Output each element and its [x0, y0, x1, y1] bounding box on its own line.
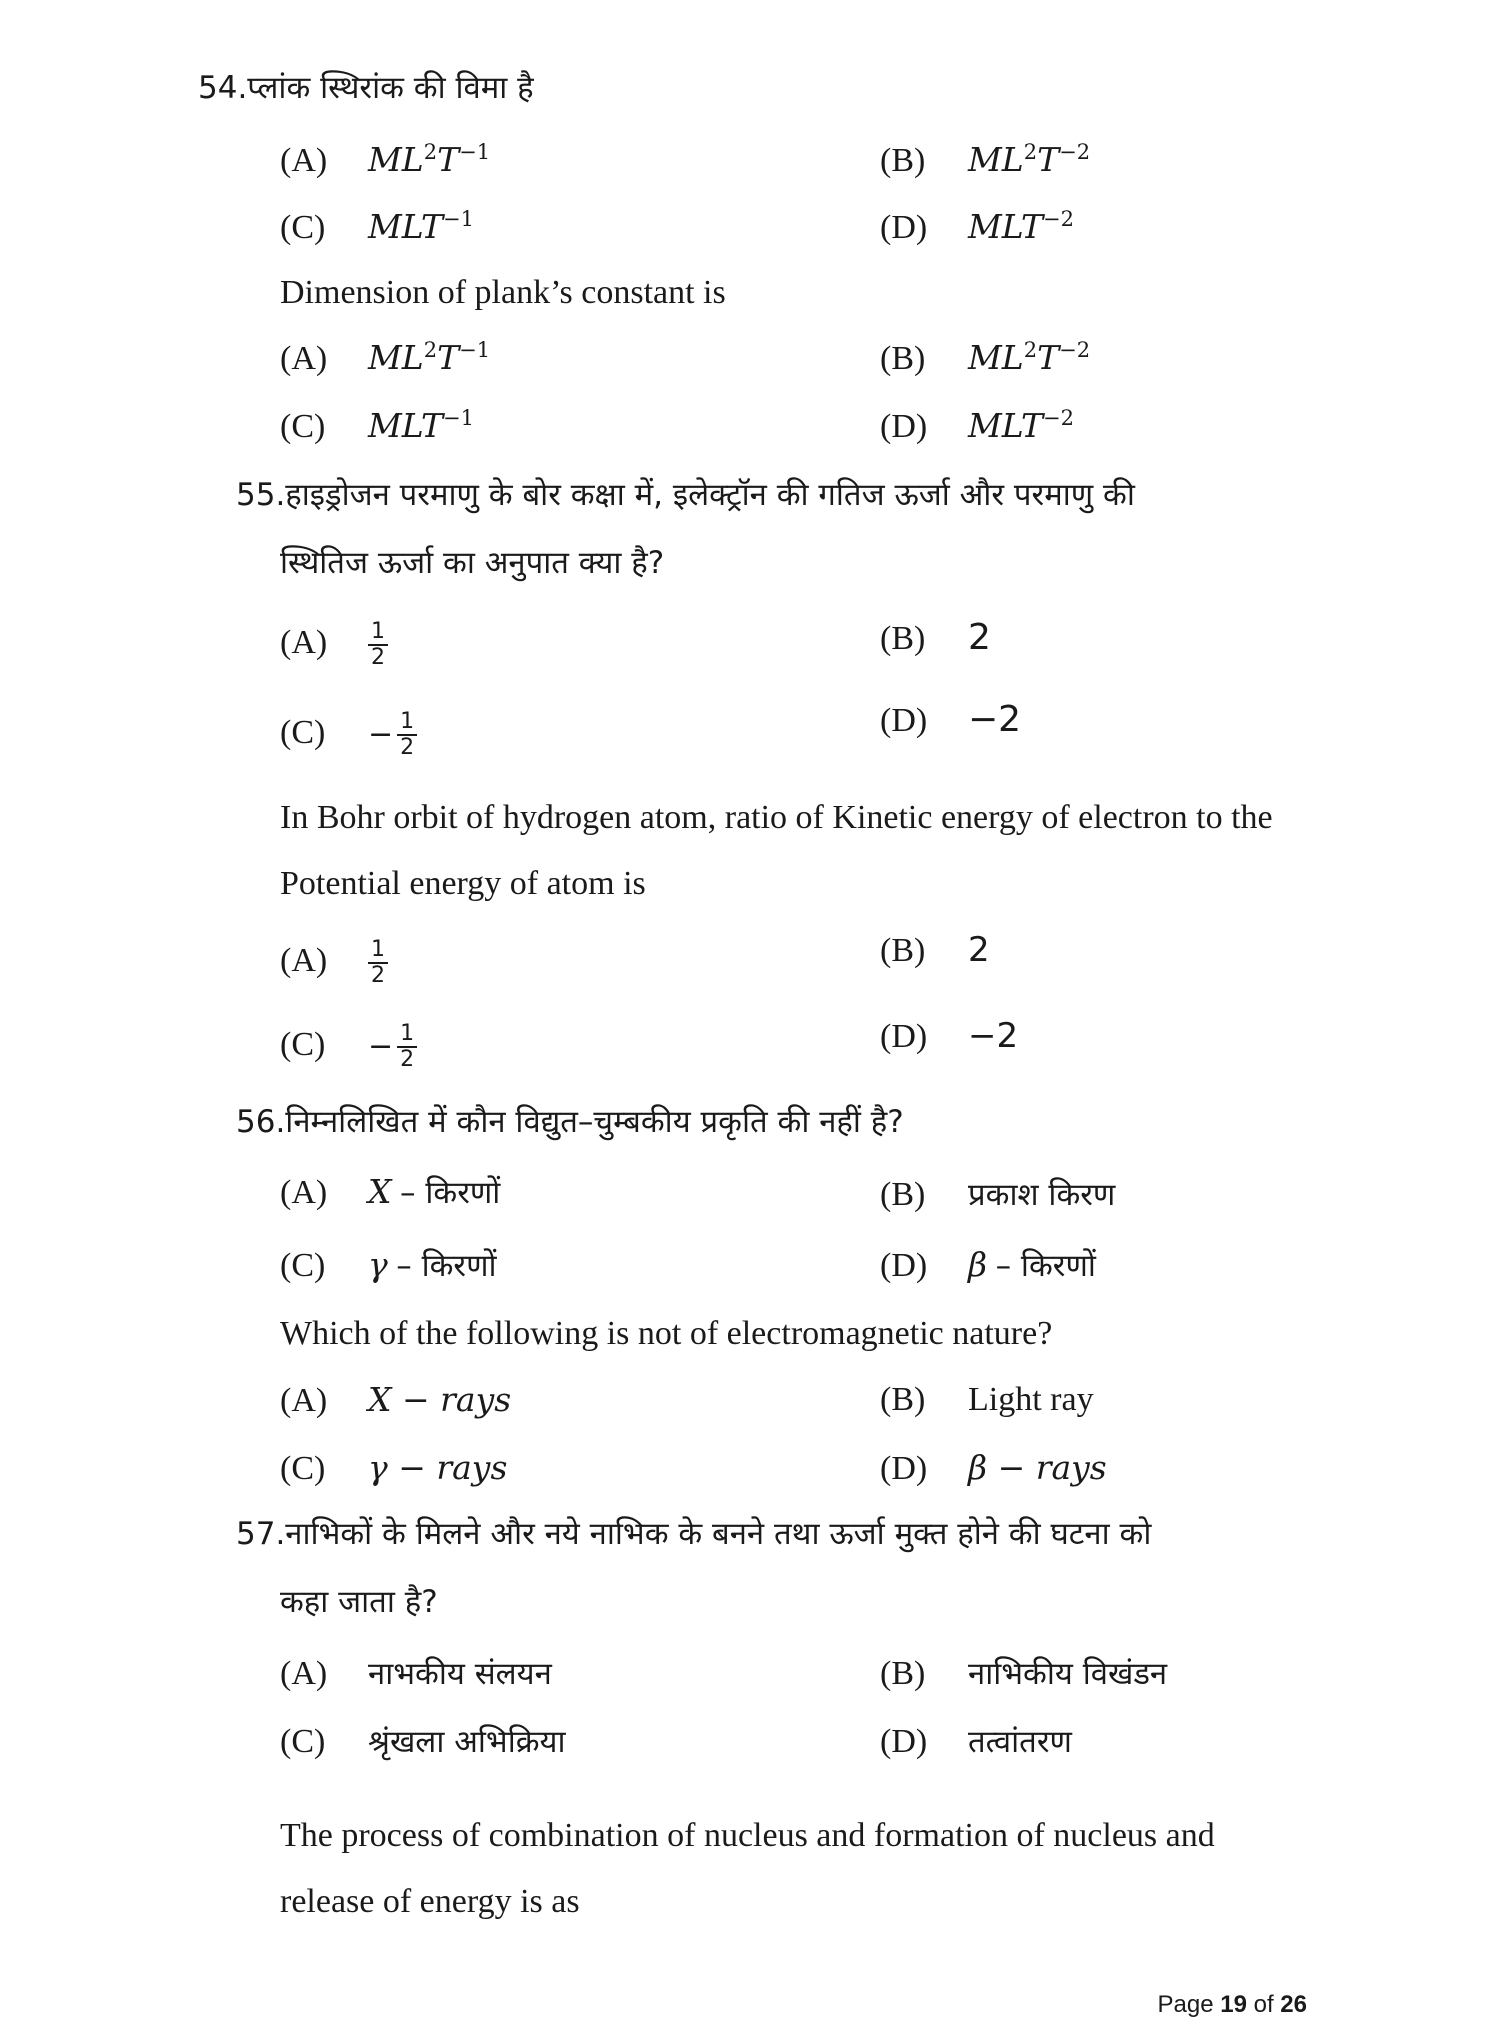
- q54-hindi-option-d: (D) $MLT^{-2}$: [880, 207, 1074, 246]
- q54-english-option-c: (C) $MLT^{-1}$: [280, 406, 474, 445]
- q56-english-option-c: (C) γ − rays: [280, 1448, 508, 1487]
- q56-hindi: 56.निम्नलिखित में कौन विद्युत–चुम्बकीय प्रकृति की नहीं है?: [236, 1104, 904, 1140]
- q56-hindi-option-b: (B) प्रकाश किरण: [880, 1176, 1116, 1213]
- q55-english-option-b: (B) 2: [880, 930, 990, 970]
- q57-english-line1: The process of combination of nucleus and formation of nucleus and: [280, 1817, 1215, 1854]
- q57-hindi-option-d: (D) तत्वांतरण: [880, 1723, 1072, 1760]
- q57-hindi-line1: 57.नाभिकों के मिलने और नये नाभिक के बनने तथा ऊर्जा मुक्त होने की घटना को: [236, 1516, 1152, 1552]
- q56-english: Which of the following is not of electromagnetic nature?: [280, 1315, 1053, 1352]
- q54-english-option-a: (A) $ML^2T^{-1}$: [280, 338, 491, 377]
- q55-english-line2: Potential energy of atom is: [280, 865, 646, 902]
- q57-english-line2: release of energy is as: [280, 1883, 580, 1920]
- q56-hindi-option-d: (D) β – किरणों: [880, 1245, 1096, 1284]
- q56-english-option-b: (B) Light ray: [880, 1381, 1094, 1418]
- q55-english-option-c: (C) − $\frac{1}{2}$: [280, 1022, 417, 1072]
- q55-english-line1: In Bohr orbit of hydrogen atom, ratio of Kinetic energy of electron to the: [280, 799, 1273, 836]
- q54-english-option-d: (D) $MLT^{-2}$: [880, 406, 1074, 445]
- fraction-one-half: $\frac{1}{2}$: [397, 710, 417, 760]
- q57-hindi-option-b: (B) नाभिकीय विखंडन: [880, 1655, 1168, 1692]
- q55-english-option-d: (D) −2: [880, 1016, 1019, 1056]
- q54-hindi-option-c: (C) $MLT^{-1}$: [280, 207, 474, 246]
- q57-hindi-option-c: (C) श्रृंखला अभिक्रिया: [280, 1723, 566, 1760]
- q55-english-option-a: (A) $\frac{1}{2}$: [280, 938, 388, 988]
- q55-hindi-line1: 55.हाइड्रोजन परमाणु के बोर कक्षा में, इलेक्ट्रॉन की गतिज ऊर्जा और परमाणु की: [236, 477, 1135, 513]
- q56-hindi-option-a: (A) X – किरणों: [280, 1172, 501, 1211]
- q54-english-option-b: (B) $ML^2T^{-2}$: [880, 338, 1091, 377]
- q56-hindi-option-c: (C) γ – किरणों: [280, 1245, 497, 1284]
- q57-hindi-option-a: (A) नाभकीय संलयन: [280, 1655, 552, 1692]
- q55-hindi-option-d: (D) −2: [880, 699, 1022, 740]
- q56-english-option-a: (A) X − rays: [280, 1380, 512, 1419]
- fraction-one-half: $\frac{1}{2}$: [368, 620, 388, 670]
- q55-hindi-option-a: (A) $\frac{1}{2}$: [280, 620, 388, 670]
- q54-english: Dimension of plank’s constant is: [280, 274, 726, 311]
- q55-hindi-option-c: (C) − $\frac{1}{2}$: [280, 710, 417, 760]
- q57-hindi-line2: कहा जाता है?: [280, 1584, 438, 1620]
- fraction-one-half: $\frac{1}{2}$: [397, 1022, 417, 1072]
- q54-hindi: 54.प्लांक स्थिरांक की विमा है: [198, 70, 534, 106]
- q55-hindi-option-b: (B) 2: [880, 617, 991, 658]
- q54-hindi-option-b: (B) $ML^2T^{-2}$: [880, 140, 1091, 179]
- q54-hindi-option-a: (A) $ML^2T^{-1}$: [280, 140, 491, 179]
- fraction-one-half: $\frac{1}{2}$: [368, 938, 388, 988]
- page-number: Page 19 of 26: [1157, 1991, 1307, 2018]
- q56-english-option-d: (D) β − rays: [880, 1448, 1107, 1487]
- q55-hindi-line2: स्थितिज ऊर्जा का अनुपात क्या है?: [280, 545, 665, 581]
